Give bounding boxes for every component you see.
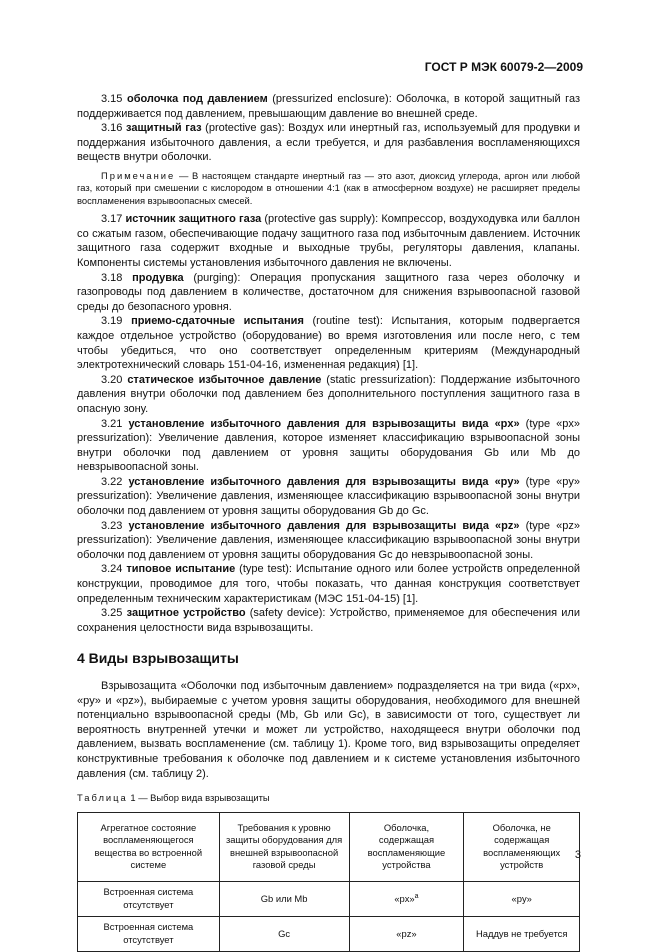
note-label: Примечание bbox=[101, 169, 176, 181]
table-cell: «py» bbox=[464, 881, 580, 916]
definition-3-16: 3.16 защитный газ (protective gas): Воздух или инертный газ, используемый для продувки и поддержания избыточного давления, а если требуется, и для разбавления воспламеняющихся веществ внутри оболочки. bbox=[77, 122, 580, 164]
definition-3-15: 3.15 оболочка под давлением (pressurized enclosure): Оболочка, в которой защитный газ поддерживается под давлением, превышающим давление во внешней среде. bbox=[77, 93, 580, 120]
page-content bbox=[77, 92, 580, 952]
term: оболочка под давлением bbox=[126, 93, 268, 105]
term: установление избыточного давления для взрывозащиты вида «pz» bbox=[128, 519, 520, 532]
document-header: ГОСТ Р МЭК 60079-2—2009 bbox=[424, 60, 583, 74]
table-caption: Таблица 1 — Выбор вида взрывозащиты bbox=[77, 792, 270, 804]
protection-type-table bbox=[77, 812, 580, 952]
term: защитное устройство bbox=[126, 607, 246, 620]
definition-3-23: 3.23 установление избыточного давления для взрывозащиты вида «pz» (type «pz» pressurization): Увеличение давления, изменяющее классификацию взрывоопасной зоны внутри оболочки под давлением от уровня защиты оборудования Gc до невзрывоопасной зоны. bbox=[77, 519, 580, 561]
page-number: 3 bbox=[574, 849, 581, 861]
term: приемо-сдаточные испытания bbox=[131, 315, 304, 328]
term: установление избыточного давления для взрывозащиты вида «px» bbox=[128, 417, 520, 430]
definition-3-19: 3.19 приемо-сдаточные испытания (routine test): Испытания, которым подвергается каждое отдельное устройство (оборудование) во время изготовления или после него, с тем чтобы убедиться, что оно соответствует определенным критериям (Международный электротехнический словарь 151-04-16, измененная редакция) [1]. bbox=[77, 315, 580, 372]
table-row bbox=[78, 881, 580, 916]
table-cell: Gc bbox=[219, 916, 349, 951]
definition-3-21: 3.21 установление избыточного давления для взрывозащиты вида «px» (type «px» pressurization): Увеличение давления, которое изменяет классификацию взрывоопасной зоны внутри оболочки под давлением от уровня защиты оборудования Gb или Mb до невзрывоопасной зоны. bbox=[77, 417, 580, 474]
term: установление избыточного давления для взрывозащиты вида «py» bbox=[128, 475, 520, 488]
term: продувка bbox=[132, 271, 184, 284]
table-label: Таблица bbox=[77, 792, 128, 804]
definition-3-17: 3.17 источник защитного газа (protective gas supply): Компрессор, воздуходувка или баллон со сжатым газом, обеспечивающие подачу защитного газа под избыточным давлением. Источник защитного газа содержит входные и выходные трубы, регуляторы давления, клапаны. Компоненты системы установления избыточного давления не включены. bbox=[77, 213, 580, 269]
definition-3-24: 3.24 типовое испытание (type test): Испытание одного или более устройств определенной конструкции, проводимое для того, чтобы показать, что данная конструкция соответствует определенным техническим характеристикам (МЭС 151-04-15) [1]. bbox=[77, 563, 580, 605]
table-cell: Встроенная система отсутствует bbox=[78, 881, 220, 916]
section-heading: 4 Виды взрывозащиты bbox=[77, 650, 239, 667]
table-header-cell: Агрегатное состояние воспламеняющегося вещества во встроенной системе bbox=[78, 812, 220, 881]
term: защитный газ bbox=[126, 122, 202, 135]
table-cell: «pz» bbox=[349, 916, 464, 951]
table-cell: Gb или Mb bbox=[219, 881, 349, 916]
table-header-cell: Требования к уровню защиты оборудования для внешней взрывоопасной газовой среды bbox=[219, 812, 349, 881]
term: типовое испытание bbox=[126, 563, 236, 576]
definition-3-22: 3.22 установление избыточного давления для взрывозащиты вида «py» (type «py» pressurization): Увеличение давления, изменяющее классификацию взрывоопасной зоны внутри оболочки под давлением от уровня защиты оборудования Gb до Gc. bbox=[77, 475, 580, 518]
table-header-cell: Оболочка, не содержащая воспламеняющих устройств bbox=[464, 812, 580, 881]
table-cell: «px»$^a$ bbox=[349, 881, 464, 916]
table-header-cell: Оболочка, содержащая воспламеняющие устройства bbox=[349, 812, 464, 881]
note: Примечание — В настоящем стандарте инертный газ — это азот, диоксид углерода, аргон или любой газ, который при смешении с кислородом в отношении 4:1 (как в атмосферном воздухе) не расширяет пределы воспламенения взрывоопасных смесей. bbox=[77, 169, 580, 206]
table-row bbox=[78, 916, 580, 951]
definition-3-20: 3.20 статическое избыточное давление (static pressurization): Поддержание избыточного давления внутри оболочки под давлением без дополнительного поступления защитного газа в опасную зону. bbox=[77, 373, 580, 415]
definition-3-25: 3.25 защитное устройство (safety device): Устройство, применяемое для обеспечения или сохранения целостности вида взрывозащиты. bbox=[77, 607, 581, 634]
footnote-mark: a bbox=[414, 893, 419, 901]
table-header-row bbox=[78, 812, 580, 881]
table-cell: Встроенная система отсутствует bbox=[78, 916, 220, 951]
section-paragraph: Взрывозащита «Оболочки под избыточным давлением» подразделяется на три вида («px», «py» и «pz»), выбираемые с учетом уровня защиты оборудования, необходимого для внешней потенциально взрывоопасной среды (Mb, Gb или Gc), в зависимости от того, существует ли вероятность внутренней утечки и может ли устройство, находящееся внутри оболочки под давлением, вызвать воспламенение (см. таблицу 1). Кроме того, вид взрывозащиты определяет конструктивные требования к оболочке под давлением и к системе установления избыточного давления (см. таблицу 2). bbox=[77, 680, 580, 780]
term: источник защитного газа bbox=[125, 213, 262, 226]
table-cell: Наддув не требуется bbox=[464, 916, 580, 951]
definition-3-18: 3.18 продувка (purging): Операция пропускания защитного газа через оболочку и газопроводы под давлением в количестве, достаточном для снижения взрывоопасной газовой среды до безопасного уровня. bbox=[77, 271, 580, 313]
term: статическое избыточное давление bbox=[127, 373, 322, 386]
